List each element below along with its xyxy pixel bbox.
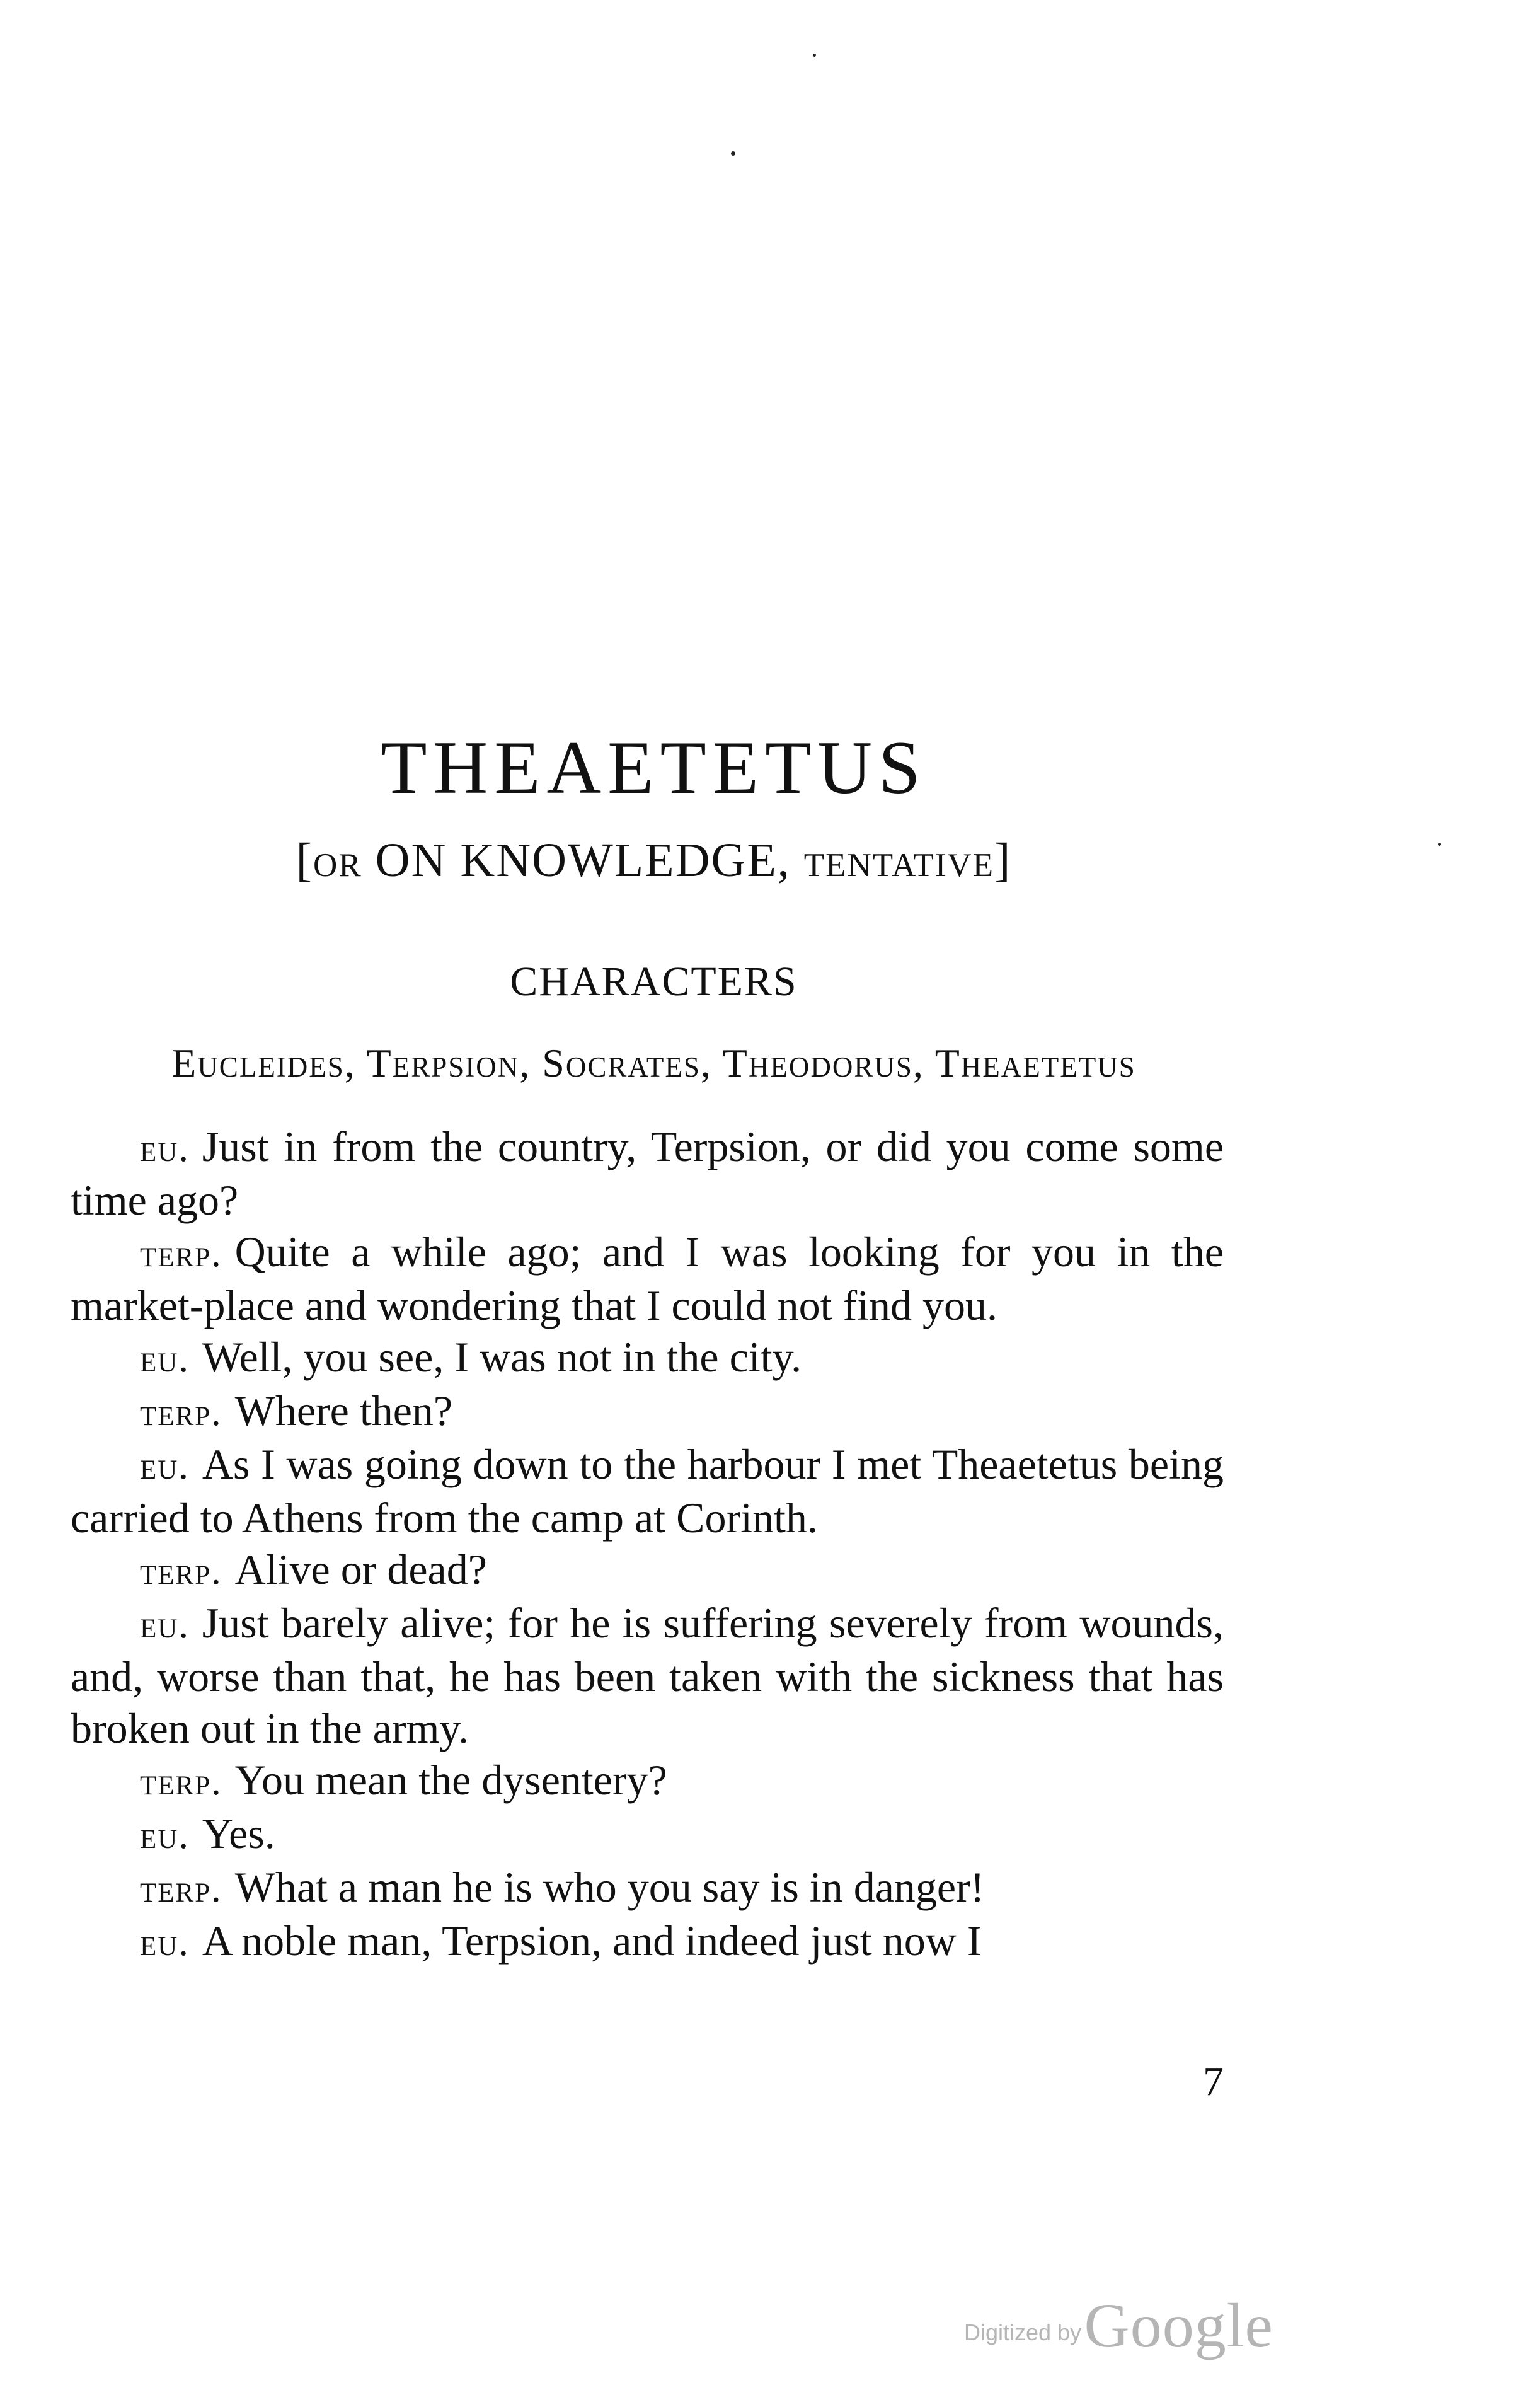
speaker-label: eu. <box>140 1814 190 1857</box>
dialogue-line <box>71 1121 1224 1226</box>
speech-text: Well, you see, I was not in the city. <box>202 1333 802 1381</box>
speech-text: Yes. <box>202 1810 275 1857</box>
dialogue-line <box>71 1438 1224 1544</box>
dialogue-line <box>71 1597 1224 1754</box>
scan-speck <box>731 151 735 156</box>
speaker-label: eu. <box>140 1127 190 1170</box>
speech-text: A noble man, Terpsion, and indeed just now I <box>202 1917 982 1965</box>
speech-text: Alive or dead? <box>234 1545 487 1593</box>
speaker-label: eu. <box>140 1603 190 1646</box>
speaker-label: terp. <box>140 1232 222 1275</box>
dialogue-line <box>71 1754 1224 1808</box>
speaker-label: terp. <box>140 1391 222 1434</box>
speech-text: What a man he is who you say is in danger! <box>234 1863 985 1911</box>
watermark-prefix: Digitized by <box>964 2319 1082 2345</box>
characters-heading: CHARACTERS <box>510 959 798 1005</box>
speech-text: Just barely alive; for he is suffering severely from wounds, and, worse than that, he has been taken with the sickness that has broken out in the army. <box>71 1599 1224 1752</box>
speech-text: You mean the dysentery? <box>234 1756 667 1804</box>
speaker-label: eu. <box>140 1445 190 1487</box>
watermark-brand: Google <box>1084 2290 1273 2360</box>
dialogue-line <box>71 1226 1224 1331</box>
page-number: 7 <box>1203 2058 1224 2104</box>
dialogue-line <box>71 1808 1224 1861</box>
scan-speck <box>1438 843 1441 846</box>
dialogue-line <box>71 1544 1224 1597</box>
speaker-label: terp. <box>140 1867 222 1910</box>
page-title: THEAETETUS <box>381 725 927 809</box>
dialogue-line <box>71 1331 1224 1385</box>
speaker-label: terp. <box>140 1550 222 1593</box>
speaker-label: terp. <box>140 1760 222 1803</box>
speaker-label: eu. <box>140 1921 190 1964</box>
dialogue-line <box>71 1861 1224 1915</box>
subtitle: [or ON KNOWLEDGE, tentative] <box>296 834 1012 887</box>
characters-list: Eucleides, Terpsion, Socrates, Theodorus, Theaetetus <box>171 1041 1136 1085</box>
dialogue-line <box>71 1915 1224 1968</box>
dialogue <box>71 1121 1224 1968</box>
speech-text: As I was going down to the harbour I met Theaetetus being carried to Athens from the camp at Corinth. <box>71 1440 1224 1542</box>
speech-text: Quite a while ago; and I was looking for you in the market-place and wondering that I could not find you. <box>71 1228 1224 1329</box>
digitized-watermark <box>964 2290 1273 2360</box>
speaker-label: eu. <box>140 1337 190 1380</box>
speech-text: Just in from the country, Terpsion, or did you come some time ago? <box>71 1123 1224 1224</box>
dialogue-line <box>71 1385 1224 1438</box>
scan-speck <box>813 54 816 57</box>
speech-text: Where then? <box>234 1387 453 1434</box>
